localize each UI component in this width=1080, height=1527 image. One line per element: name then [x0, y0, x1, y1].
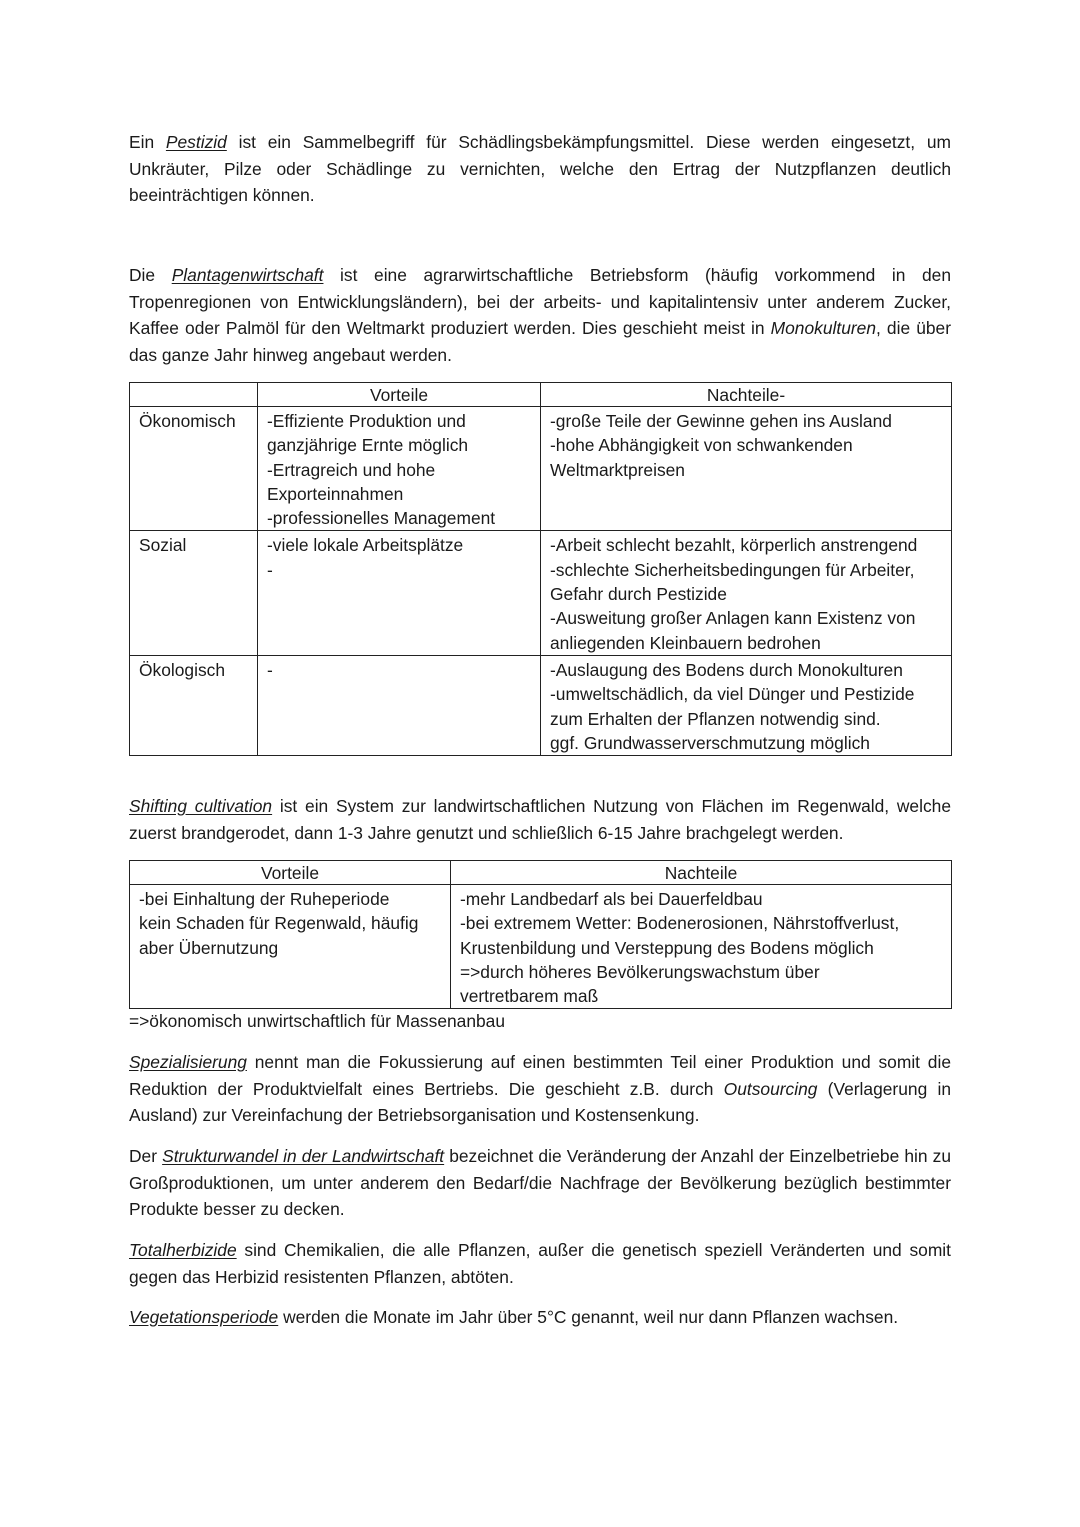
cell-line: Weltmarktpreisen — [550, 459, 685, 480]
definition-pestizid: ist ein Sammelbegriff für Schädlingsbekämpfungsmittel. Diese werden eingesetzt, um Unkräuter, Pilze oder Schädlinge zu vernichten, welche den Ertrag der Nutzpflanzen deutlich beeinträchtigen können. — [129, 132, 952, 205]
row-label: Sozial — [130, 531, 258, 655]
cell-line: -Ausweitung großer Anlagen kann Existenz von — [550, 608, 916, 629]
cell-line: - — [267, 659, 273, 680]
cell-line: -Effiziente Produktion und — [267, 411, 466, 431]
cell-line: ggf. Grundwasserverschmutzung möglich — [550, 732, 870, 753]
term-pestizid: Pestizid — [165, 132, 227, 152]
table-shifting-cultivation — [129, 860, 952, 1009]
definition-spezialisierung: nennt man die Fokussierung auf einen bestimmten Teil einer Produktion und somit die Reduktion der Produktvielfalt eines Bertriebs. Die geschieht z.B. durch — [129, 1052, 951, 1099]
cell-line: vertretbarem maß — [460, 986, 599, 1007]
cell-line: ganzjährige Ernte möglich — [267, 435, 469, 456]
table-header-row — [130, 383, 952, 407]
header-empty — [130, 383, 258, 407]
header-nachteile: Nachteile — [451, 861, 952, 885]
term-strukturwandel: Strukturwandel in der Landwirtschaft — [162, 1146, 445, 1166]
term-spezialisierung: Spezialisierung — [129, 1052, 247, 1072]
term-plantagenwirtschaft: Plantagenwirtschaft — [171, 265, 324, 285]
cell-line: -bei extremem Wetter: Bodenerosionen, Nährstoffverlust, — [460, 913, 900, 934]
cell-line: Exporteinnahmen — [267, 483, 404, 504]
header-nachteile: Nachteile- — [541, 383, 952, 407]
cell-nachteile — [541, 655, 952, 755]
cell-line: -Arbeit schlecht bezahlt, körperlich anstrengend — [550, 535, 918, 556]
row-label: Ökonomisch — [130, 407, 258, 531]
cell-line: -umweltschädlich, da viel Dünger und Pestizide — [550, 684, 915, 705]
cell-vorteile — [258, 531, 541, 655]
cell-line: -hohe Abhängigkeit von schwankenden — [550, 435, 853, 456]
table-row — [130, 655, 952, 755]
cell-vorteile — [130, 885, 451, 1009]
text: Die — [129, 265, 172, 285]
definition-totalherbizide: sind Chemikalien, die alle Pflanzen, außer die genetisch speziell Veränderten und somit gegen das Herbizid resistenten Pflanzen, abtöten. — [129, 1240, 951, 1287]
cell-line: -Ertragreich und hohe — [267, 459, 436, 480]
paragraph-plantagenwirtschaft — [129, 262, 951, 368]
cell-line: zum Erhalten der Pflanzen notwendig sind. — [550, 708, 881, 729]
text: Ein — [129, 132, 166, 152]
table-row — [130, 885, 952, 1009]
paragraph-vegetationsperiode — [129, 1304, 951, 1331]
table-row — [130, 531, 952, 655]
term-vegetationsperiode: Vegetationsperiode — [129, 1307, 279, 1327]
cell-line: - — [267, 559, 273, 580]
cell-line: -schlechte Sicherheitsbedingungen für Arbeiter, — [550, 559, 915, 580]
table-plantagenwirtschaft — [129, 382, 952, 756]
text: (Verlagerung in Ausland) zur Vereinfachung der Betriebsorganisation und Kostensenkung. — [129, 1078, 951, 1125]
cell-nachteile — [541, 407, 952, 531]
paragraph-spezialisierung — [129, 1049, 951, 1129]
paragraph-pestizid — [129, 129, 951, 209]
cell-line: kein Schaden für Regenwald, häufig — [139, 913, 419, 934]
cell-line: -viele lokale Arbeitsplätze — [267, 535, 464, 556]
definition-shifting-cultivation: ist ein System zur landwirtschaftlichen Nutzung von Flächen im Regenwald, welche zuerst brandgerodet, dann 1-3 Jahre genutzt und schließlich 6-15 Jahre brachgelegt werden. — [129, 796, 952, 843]
cell-line: -professionelles Management — [267, 508, 496, 529]
header-vorteile: Vorteile — [130, 861, 451, 885]
em-outsourcing: Outsourcing — [723, 1078, 818, 1099]
cell-line: anliegenden Kleinbauern bedrohen — [550, 632, 821, 653]
cell-line: -mehr Landbedarf als bei Dauerfeldbau — [460, 889, 763, 909]
cell-line: Krustenbildung und Versteppung des Bodens möglich — [460, 937, 874, 958]
cell-line: =>durch höheres Bevölkerungswachstum über — [460, 961, 820, 982]
table-note: =>ökonomisch unwirtschaftlich für Massenanbau — [129, 1011, 506, 1031]
paragraph-strukturwandel — [129, 1143, 951, 1223]
cell-vorteile — [258, 655, 541, 755]
paragraph-shifting-cultivation — [129, 793, 951, 846]
cell-nachteile — [451, 885, 952, 1009]
cell-line: Gefahr durch Pestizide — [550, 584, 727, 605]
text: , die über das ganze Jahr hinweg angebaut werden. — [129, 318, 951, 365]
term-shifting-cultivation: Shifting cultivation — [129, 796, 273, 816]
header-vorteile: Vorteile — [258, 383, 541, 407]
definition-vegetationsperiode: werden die Monate im Jahr über 5°C genannt, weil nur dann Pflanzen wachsen. — [278, 1307, 899, 1327]
cell-line: -Auslaugung des Bodens durch Monokulturen — [550, 659, 903, 680]
row-label: Ökologisch — [130, 655, 258, 755]
text: Der — [129, 1146, 163, 1166]
cell-nachteile — [541, 531, 952, 655]
table-header-row — [130, 861, 952, 885]
table-row — [130, 407, 952, 531]
cell-vorteile — [258, 407, 541, 531]
cell-line: aber Übernutzung — [139, 937, 279, 958]
cell-line: -bei Einhaltung der Ruheperiode — [139, 889, 390, 909]
term-totalherbizide: Totalherbizide — [129, 1240, 237, 1260]
em-monokulturen: Monokulturen — [770, 318, 876, 338]
definition-strukturwandel: bezeichnet die Veränderung der Anzahl der Einzelbetriebe hin zu Großproduktionen, um unter anderem den Bedarf/die Nachfrage der Bevölkerung bezüglich bestimmter Produkte besser zu decken. — [129, 1146, 952, 1219]
definition-plantagenwirtschaft: ist eine agrarwirtschaftliche Betriebsform (häufig vorkommend in den Tropenregionen von Entwicklungsländern), bei der arbeits- und kapitalintensiv unter anderem Zucker, Kaffee oder Palmöl für den Weltmarkt produziert werden. Dies geschieht meist in — [129, 265, 951, 338]
cell-line: -große Teile der Gewinne gehen ins Ausland — [550, 411, 892, 431]
paragraph-totalherbizide — [129, 1237, 951, 1290]
